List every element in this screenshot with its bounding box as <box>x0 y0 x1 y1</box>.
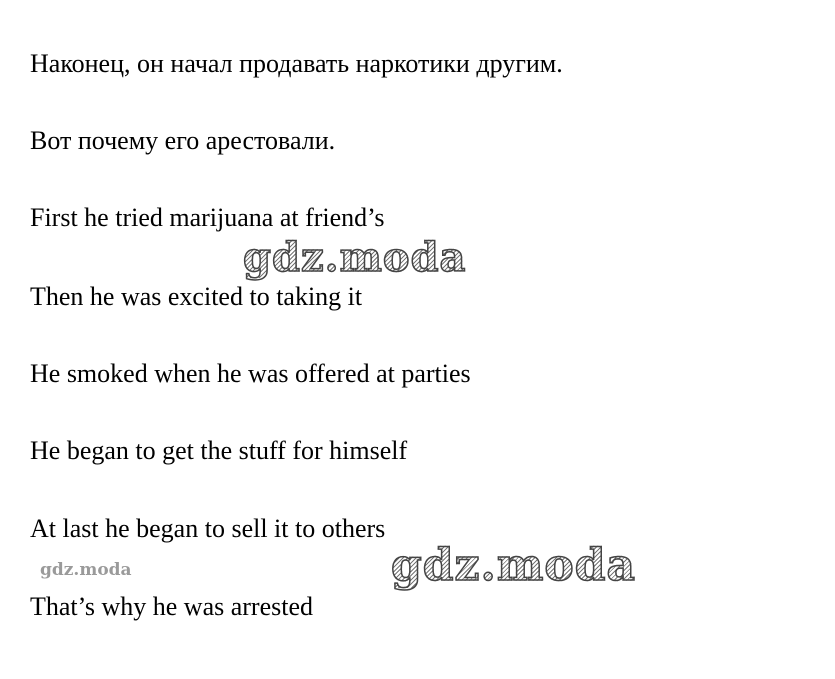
watermark-logo: gdz.moda <box>243 234 467 281</box>
text-line-en-6: That’s why he was arrested <box>30 592 314 621</box>
text-line-ru-1: Наконец, он начал продавать наркотики другим. <box>30 49 563 78</box>
text-line-en-4: He began to get the stuff for himself <box>30 436 408 465</box>
text-line-en-2: Then he was excited to taking it <box>30 282 363 311</box>
text-line-ru-2: Вот почему его арестовали. <box>30 126 336 155</box>
text-line-en-3: He smoked when he was offered at parties <box>30 359 471 388</box>
watermark-logo: gdz.moda <box>391 540 637 591</box>
text-line-en-1: First he tried marijuana at friend’s <box>30 203 385 232</box>
watermark-logo-small: gdz.moda <box>40 560 132 580</box>
text-line-en-5: At last he began to sell it to others <box>30 514 386 543</box>
